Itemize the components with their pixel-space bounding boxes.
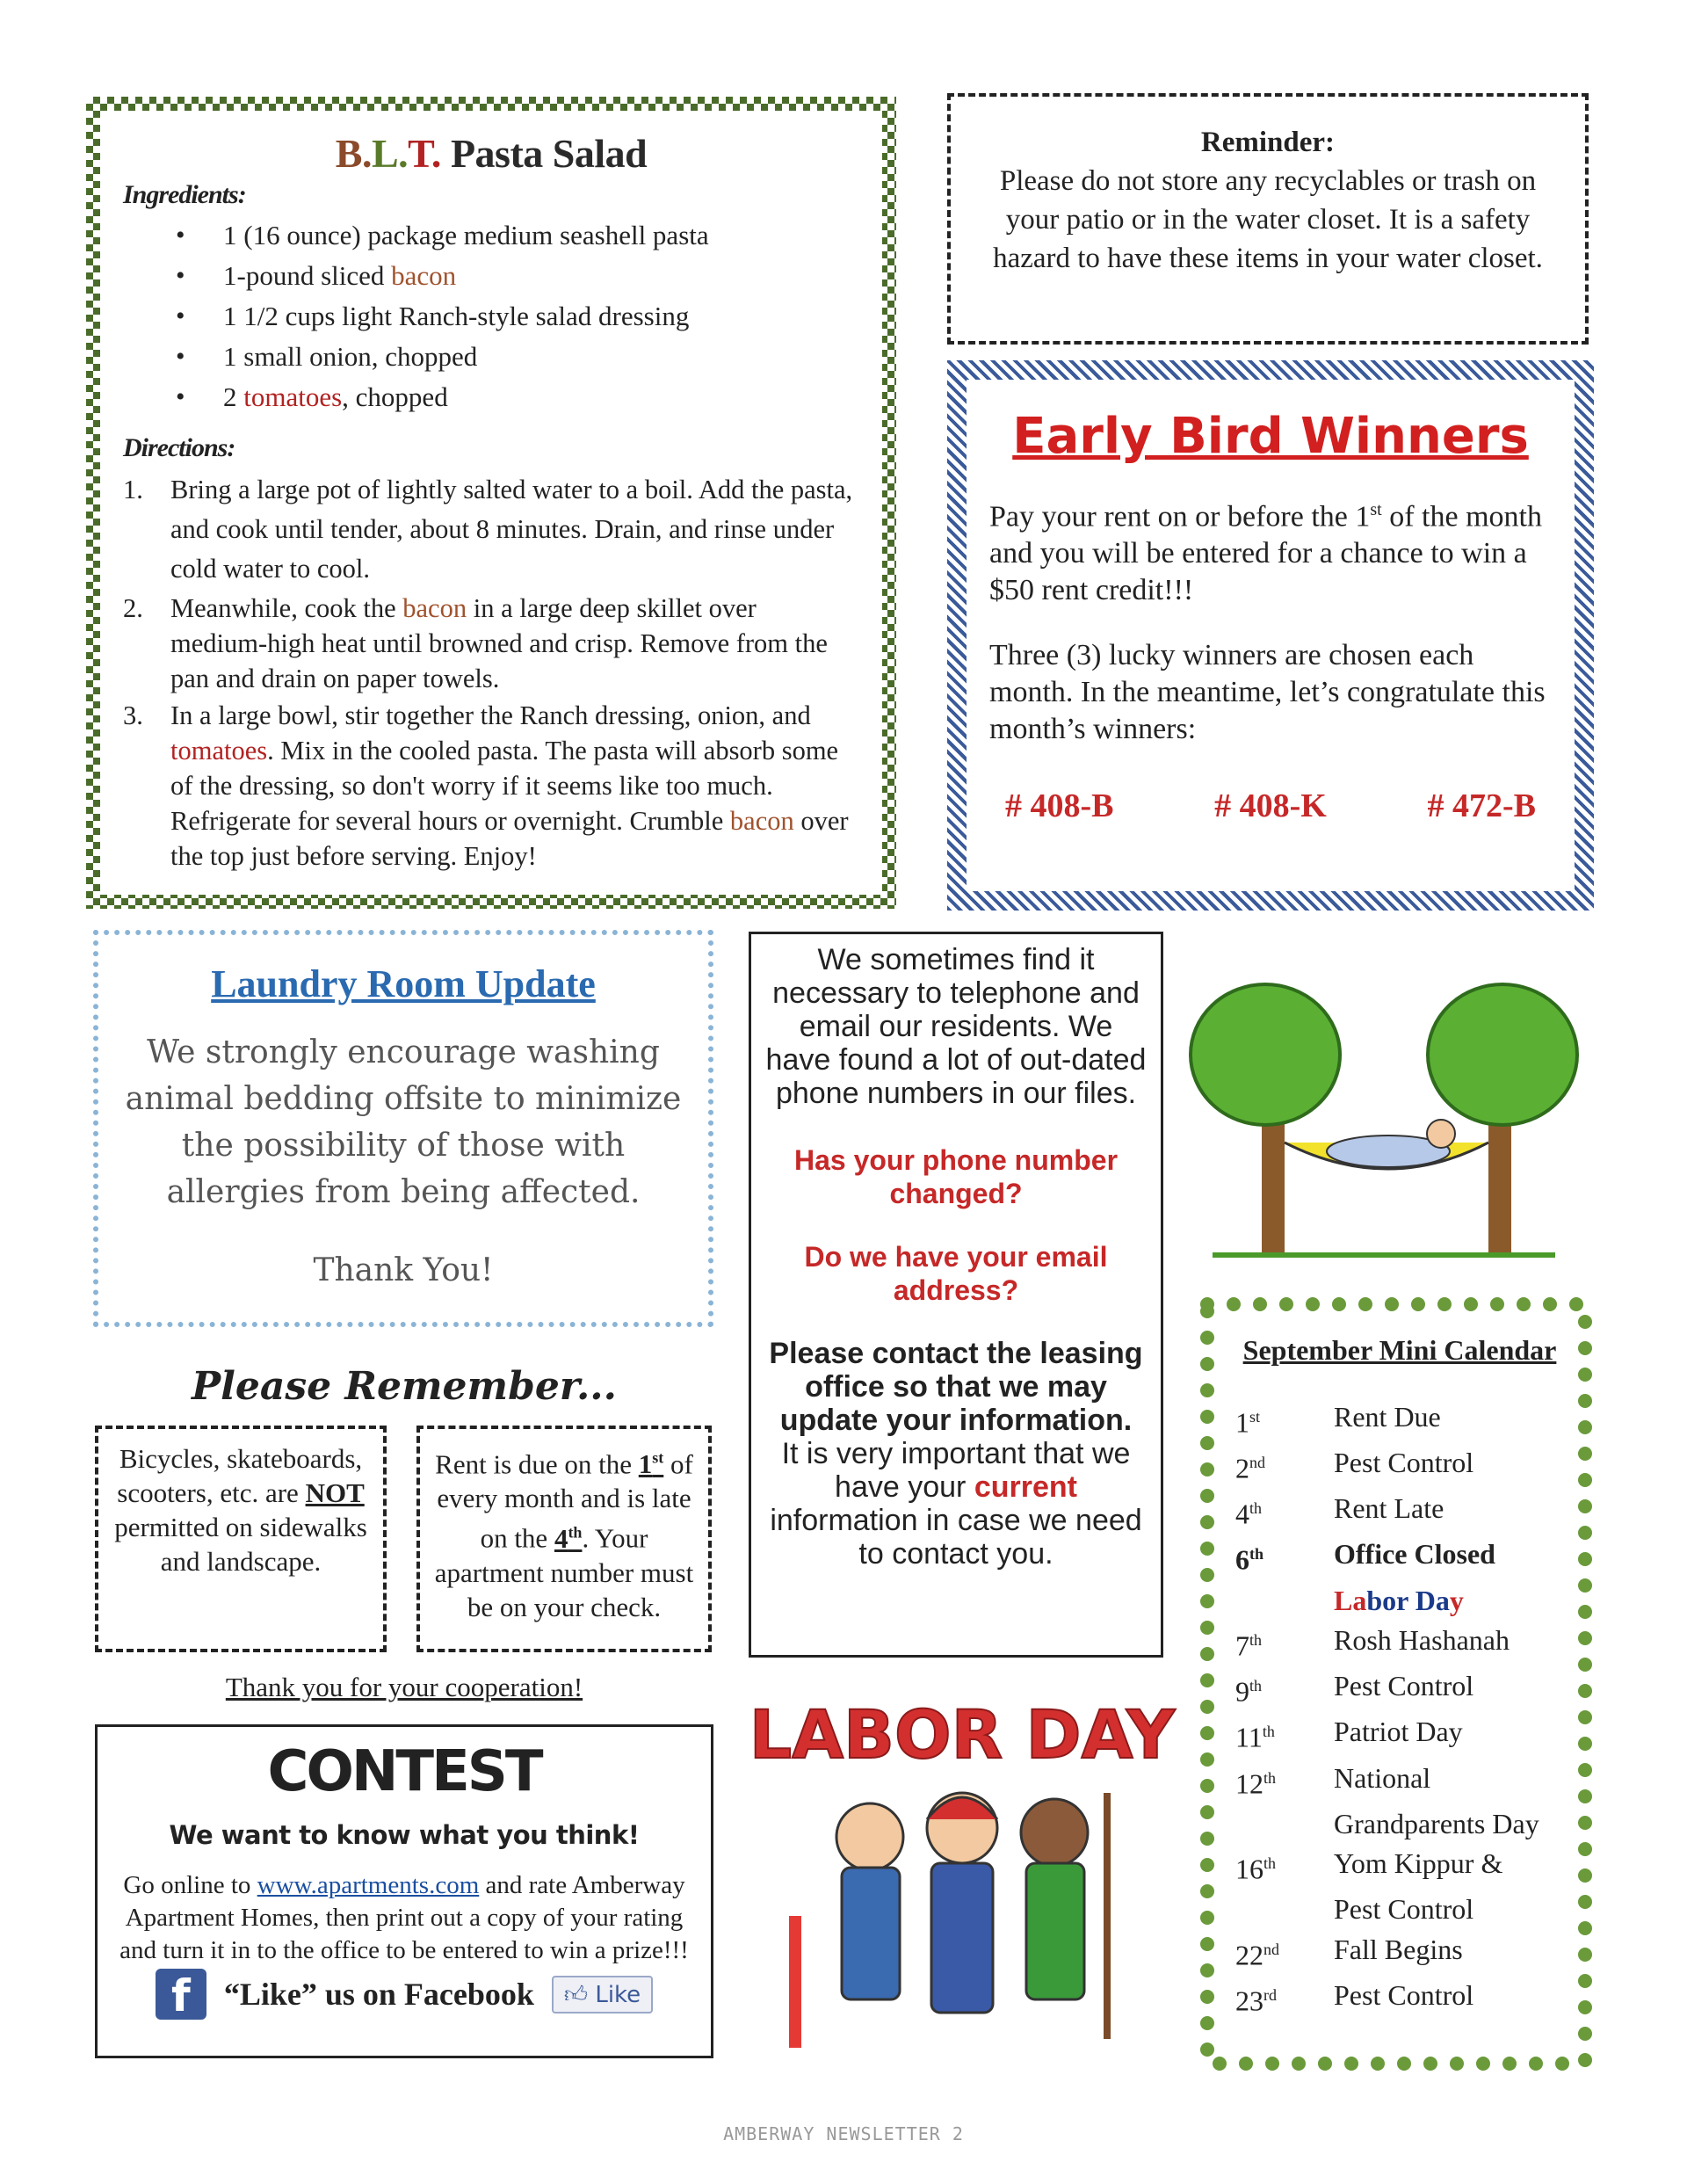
- recipe-box: [86, 97, 896, 909]
- calendar-row: 6th Office Closed: [1235, 1538, 1495, 1577]
- contest-box: [95, 1724, 713, 2058]
- labor-day-label: Labor Day: [1334, 1584, 1464, 1616]
- contest-body: Go online to www.apartments.com and rate Amberway Apartment Homes, then print out a copy of your rating and turn it in to the office to be entered to win a prize!!!: [119, 1871, 689, 1964]
- winner-unit: # 408-K: [1214, 787, 1327, 825]
- apartments-link[interactable]: www.apartments.com: [257, 1871, 480, 1899]
- reminder-heading: Reminder:: [1200, 127, 1336, 158]
- list-item: • 1 small onion, chopped: [176, 337, 859, 377]
- calendar-row: 12th National: [1235, 1761, 1431, 1800]
- calendar-row: 11th Patriot Day: [1235, 1716, 1463, 1754]
- calendar-title: September Mini Calendar: [1242, 1334, 1557, 1366]
- reminder-box: [947, 93, 1589, 345]
- laundry-title: Laundry Room Update: [211, 962, 596, 1005]
- facebook-icon[interactable]: f: [156, 1969, 206, 2020]
- phone-intro: We sometimes find it necessary to telephone and email our residents. We have found a lot of out-dated phone numbers in our files.: [765, 943, 1147, 1110]
- rent-rule-box: Rent is due on the 1st of every month and is late on the 4th. Your apartment number must be on your check.: [416, 1426, 712, 1652]
- calendar-row: 7th Rosh Hashanah: [1235, 1624, 1510, 1662]
- contest-subtitle: We want to know what you think!: [169, 1820, 640, 1850]
- early-bird-text: Pay your rent on or before the 1st of the month and you will be entered for a chance to win a $50 rent credit!!!: [989, 500, 1542, 607]
- ingredients-list: [123, 215, 859, 417]
- calendar-row: 22nd Fall Begins: [1235, 1933, 1463, 1971]
- bicycle-rule-box: Bicycles, skateboards, scooters, etc. are NOT permitted on sidewalks and landscape.: [95, 1426, 387, 1652]
- phone-question: Has your phone number changed?: [793, 1144, 1119, 1209]
- contact-text: Please contact the leasing office so that we may update your information.: [769, 1337, 1143, 1437]
- importance-text: It is very important that we have your current information in case we need to contact you.: [770, 1437, 1142, 1571]
- calendar-row: Pest Control: [1334, 1893, 1474, 1926]
- like-button[interactable]: 👍︎ Like: [552, 1976, 653, 2013]
- calendar-row: Grandparents Day: [1334, 1807, 1539, 1839]
- winner-unit: # 408-B: [1005, 787, 1114, 825]
- calendar-row: 9th Pest Control: [1235, 1670, 1474, 1708]
- winner-unit: # 472-B: [1427, 787, 1536, 825]
- directions-heading: Directions:: [123, 433, 235, 462]
- calendar-row: 23rd Pest Control: [1235, 1979, 1474, 2017]
- laundry-box: [93, 930, 713, 1327]
- list-item: • 1 1/2 cups light Ranch-style salad dressing: [176, 296, 859, 337]
- mini-calendar: [1195, 1292, 1597, 2076]
- list-item: • 1-pound sliced bacon: [176, 256, 859, 296]
- early-bird-text-2: Three (3) lucky winners are chosen each month. In the meantime, let’s congratulate this month’s winners:: [989, 639, 1546, 746]
- winners-list: [989, 776, 1552, 825]
- facebook-row: [115, 1969, 693, 2020]
- calendar-row: 16th Yom Kippur &: [1235, 1847, 1503, 1885]
- hammock-illustration: [1177, 976, 1590, 1266]
- reminder-body: Please do not store any recyclables or trash on your patio or in the water closet. It is a safety hazard to have these items in your water closet.: [993, 165, 1543, 274]
- labor-day-text: LABOR DAY: [749, 1695, 1176, 1774]
- please-remember-title: Please Remember...: [192, 1364, 617, 1409]
- laundry-thanks: Thank You!: [313, 1252, 494, 1288]
- list-item: 1. Bring a large pot of lightly salted water to a boil. Add the pasta, and cook until tender, about 8 minutes. Drain, and rinse under cold water to cool.: [123, 475, 853, 584]
- facebook-text: “Like” us on Facebook: [223, 1977, 534, 2012]
- list-item: • 2 tomatoes, chopped: [176, 377, 859, 417]
- contest-title: CONTEST: [267, 1739, 541, 1804]
- list-item: • 1 (16 ounce) package medium seashell pasta: [176, 215, 859, 256]
- list-item: 2. Meanwhile, cook the bacon in a large deep skillet over medium-high heat until browned and crisp. Remove from the pan and drain on paper towels.: [123, 593, 828, 693]
- calendar-row: 2nd Pest Control: [1235, 1447, 1474, 1484]
- page-footer: AMBERWAY NEWSLETTER 2: [723, 2123, 964, 2144]
- recipe-title: B.L.T. Pasta Salad: [335, 131, 648, 176]
- cooperation-thanks: Thank you for your cooperation!: [225, 1672, 583, 1702]
- early-bird-title: Early Bird Winners: [1012, 408, 1529, 465]
- labor-day-illustration: [749, 1687, 1176, 2057]
- email-question: Do we have your email address?: [804, 1241, 1108, 1306]
- calendar-row: 1st Rent Due: [1235, 1401, 1441, 1439]
- ingredients-heading: Ingredients:: [123, 180, 246, 209]
- early-bird-box: [947, 360, 1594, 911]
- calendar-row: 4th Rent Late: [1235, 1492, 1444, 1530]
- calendar-row: [1235, 1581, 1564, 1622]
- phone-update-box: [749, 932, 1163, 1658]
- list-item: 3. In a large bowl, stir together the Ranch dressing, onion, and tomatoes. Mix in the cooled pasta. The pasta will absorb some of the dressing, so don't worry if it seems like too much. Refrigerate for several hours or overnight. Crumble bacon over the top just before serving. Enjoy!: [123, 700, 849, 871]
- laundry-body: We strongly encourage washing animal bedding offsite to minimize the possibility of those with allergies from being affected.: [125, 1034, 682, 1210]
- directions-list: [123, 470, 859, 874]
- thumbs-up-icon: 👍︎: [563, 1981, 589, 2008]
